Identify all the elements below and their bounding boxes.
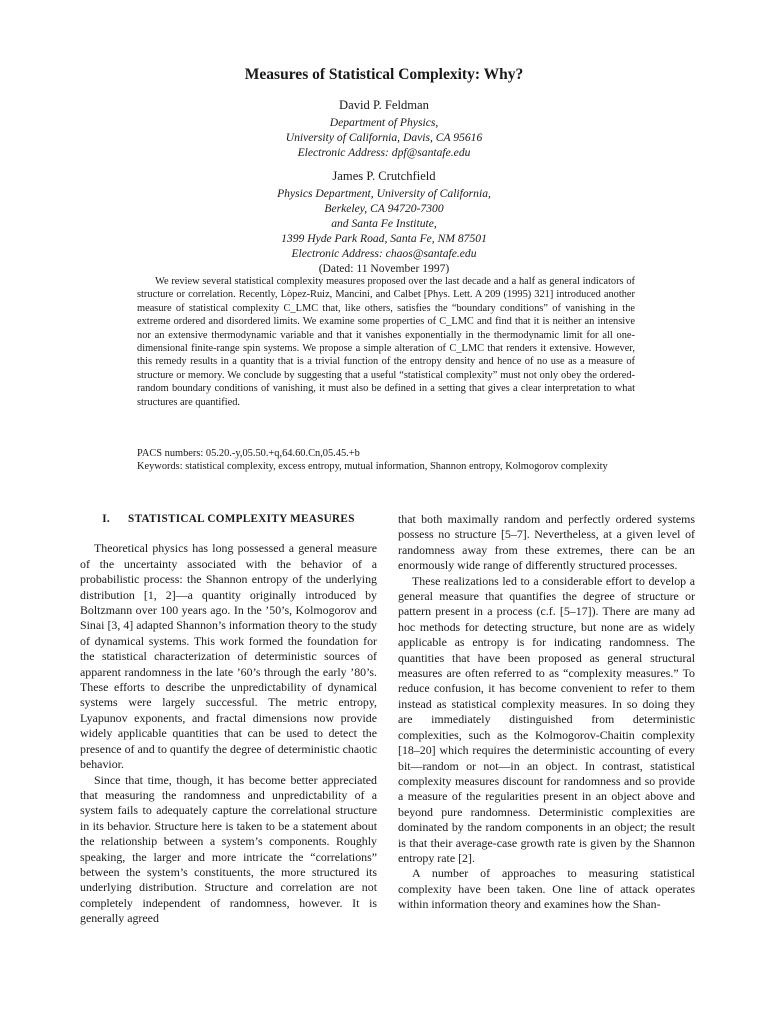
body-paragraph: A number of approaches to measuring statistical complexity have been taken. One line of attack operates within information theory and examines how the Shan-	[398, 866, 695, 912]
affiliation-line: University of California, Davis, CA 95616	[285, 131, 483, 144]
affiliation-line: and Santa Fe Institute,	[331, 217, 437, 230]
affiliation-line: 1399 Hyde Park Road, Santa Fe, NM 87501	[281, 232, 487, 245]
body-paragraph: that both maximally random and perfectly ordered systems possess no structure [5–7]. Nevertheless, at a given level of randomness away from these extremes, there can be an enormously wide range of differently structured processes.	[398, 512, 695, 573]
abstract-text: We review several statistical complexity measures proposed over the last decade and a half as general indicators of structure or correlation. Recently, Lòpez-Ruiz, Mancini, and Calbet [Phys. Lett. A 209 (1995) 321] introduced another measure of statistical complexity C_LMC that, like others, satisfies the “boundary conditions” of vanishing in the extreme ordered and disordered limits. We examine some properties of C_LMC and find that it is neither an intensive nor an extensive thermodynamic variable and that it vanishes exponentially in the thermodynamic limit for all one-dimensional finite-range spin systems. We propose a simple alteration of C_LMC that renders it extensive. However, this remedy results in a quantity that is a trivial function of the entropy density and hence of no use as a measure of structure or memory. We conclude by suggesting that a useful “statistical complexity” must not only obey the ordered-random boundary conditions of vanishing, it must also be defined in a setting that gives a clear interpretation to what structures are quantified.	[137, 276, 635, 408]
abstract	[137, 275, 635, 409]
affiliation-line: Electronic Address: chaos@santafe.edu	[291, 247, 477, 260]
author-name: David P. Feldman	[339, 98, 429, 112]
body-paragraph: These realizations led to a considerable effort to develop a general measure that quantifies the degree of structure or pattern present in a process (c.f. [5–17]). There are many ad hoc methods for detecting structure, but none are as widely applicable as entropy is for indicating randomness. The quantities that have been proposed as general structural measures are often referred to as “complexity measures.” To reduce confusion, it has become convenient to refer to them instead as statistical complexity measures. In so doing they are immediately distinguished from deterministic complexities, such as the Kolmogorov-Chaitin complexity [18–20] which requires the deterministic accounting of every bit—random or not—in an object. In contrast, statistical complexity measures discount for randomness and so provide a measure of the regularities present in an object above and beyond pure randomness. Deterministic complexities are dominated by the random components in an object; the result is that their average-case growth rate is given by the Shannon entropy rate [2].	[398, 573, 695, 865]
author-block-2	[0, 169, 768, 276]
affiliation-line: Electronic Address: dpf@santafe.edu	[297, 146, 471, 159]
section-title: STATISTICAL COMPLEXITY MEASURES	[128, 513, 355, 525]
dated-line: (Dated: 11 November 1997)	[318, 262, 450, 275]
right-column	[398, 512, 695, 913]
author-block-1	[0, 98, 768, 160]
body-paragraph: Since that time, though, it has become better appreciated that measuring the randomness and unpredictability of a system fails to adequately capture the correlational structure in its behavior. Structure here is taken to be a statement about the relationship between a system’s components. Roughly speaking, the larger and more intricate the “correlations” between the system’s constituents, the more structured its underlying distribution. Structure and correlation are not completely independent of randomness, however. It is generally agreed	[80, 772, 377, 926]
paper-title: Measures of Statistical Complexity: Why?	[244, 66, 524, 83]
affiliation-line: Department of Physics,	[329, 116, 439, 129]
keywords: Keywords: statistical complexity, excess entropy, mutual information, Shannon entropy, Kolmogorov complexity	[137, 461, 608, 473]
section-heading	[80, 512, 377, 527]
affiliation-line: Physics Department, University of California,	[277, 187, 491, 200]
left-column	[80, 512, 377, 927]
section-number: I.	[102, 513, 111, 525]
pacs-keywords-block	[137, 447, 635, 474]
author-name: James P. Crutchfield	[332, 169, 436, 183]
affiliation-line: Berkeley, CA 94720-7300	[324, 202, 444, 215]
pacs-numbers: PACS numbers: 05.20.-y,05.50.+q,64.60.Cn,05.45.+b	[137, 448, 360, 459]
body-paragraph: Theoretical physics has long possessed a general measure of the uncertainty associated with the behavior of a probabilistic process: the Shannon entropy of the underlying distribution [1, 2]—a quantity originally introduced by Boltzmann over 100 years ago. In the ’50’s, Kolmogorov and Sinai [3, 4] adapted Shannon’s information theory to the study of dynamical systems. This work formed the foundation for the statistical characterization of deterministic sources of apparent randomness in the late ’60’s through the early ’80’s. These efforts to describe the unpredictability of dynamical systems were largely successful. The metric entropy, Lyapunov exponents, and fractal dimensions now provide widely applicable quantities that can be used to detect the presence of and to quantify the degree of deterministic chaotic behavior.	[80, 541, 377, 772]
